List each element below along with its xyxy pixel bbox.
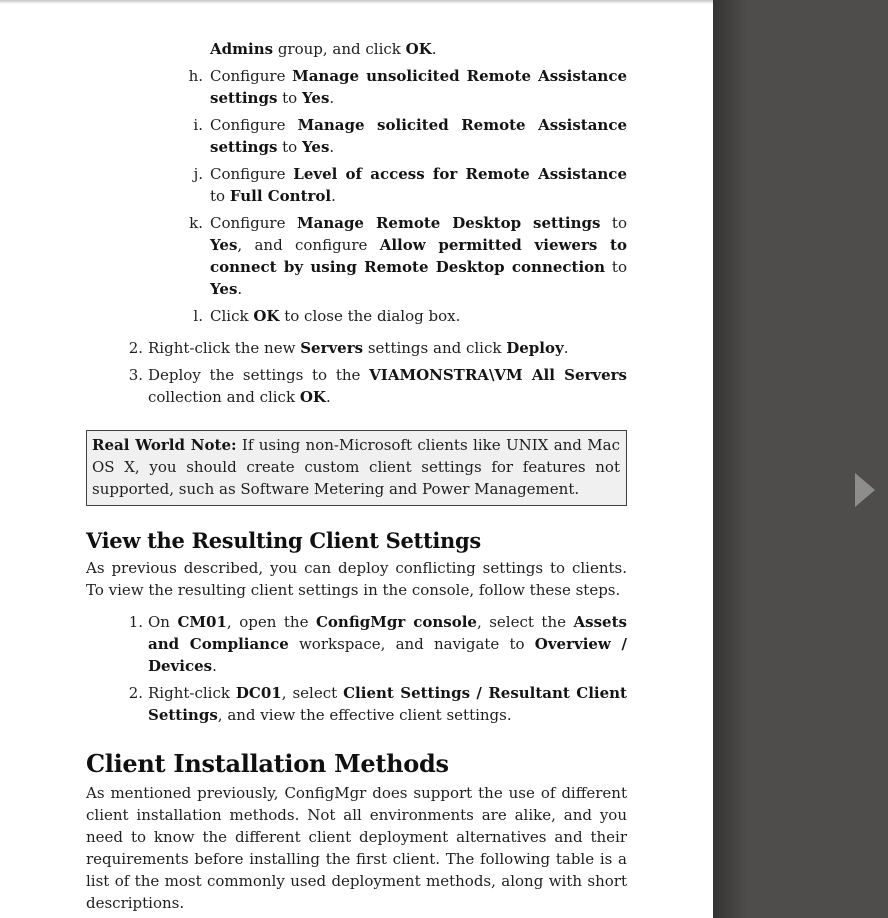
section-heading: View the Resulting Client Settings bbox=[86, 528, 481, 553]
paragraph: As previous described, you can deploy conflicting settings to clients. To view the resulting client settings in the console, follow these steps. bbox=[86, 559, 627, 599]
list-item bbox=[86, 212, 627, 300]
list-item bbox=[86, 682, 627, 726]
list-marker: j. bbox=[193, 165, 203, 183]
list-marker: 3. bbox=[128, 366, 143, 384]
list-item-text: Configure Manage unsolicited Remote Assistance settings to Yes. bbox=[210, 67, 627, 107]
list-item bbox=[86, 114, 627, 158]
section-heading: Client Installation Methods bbox=[86, 749, 449, 778]
note-box: Real World Note: If using non-Microsoft clients like UNIX and Mac OS X, you should create custom client settings for features not supported, such as Software Metering and Power Management. bbox=[86, 430, 627, 506]
list-item bbox=[86, 65, 627, 109]
list-marker: h. bbox=[188, 67, 203, 85]
list-marker: k. bbox=[189, 214, 203, 232]
paragraph: As mentioned previously, ConfigMgr does support the use of different client installation methods. Not all environments are alike, and you need to know the different client deployment alternatives and their requirements before installing the first client. The following table is a list of the most commonly used deployment methods, along with short descriptions. bbox=[86, 784, 627, 912]
list-item bbox=[86, 611, 627, 677]
list-item-text: Right-click the new Servers settings and click Deploy. bbox=[148, 339, 569, 357]
list-item bbox=[86, 163, 627, 207]
list-item-text: Configure Manage Remote Desktop settings to Yes, and configure Allow permitted viewers to connect by using Remote Desktop connection to Yes. bbox=[210, 214, 627, 298]
list-item bbox=[86, 364, 627, 408]
list-marker: 1. bbox=[128, 613, 143, 631]
next-page-button[interactable] bbox=[839, 460, 888, 520]
list-item-text: Deploy the settings to the VIAMONSTRA\VM All Servers collection and click OK. bbox=[148, 366, 628, 406]
list-marker: i. bbox=[193, 116, 203, 134]
list-item-text: Right-click DC01, select Client Settings / Resultant Client Settings, and view the effective client settings. bbox=[148, 684, 627, 724]
lettered-list bbox=[86, 65, 627, 327]
list-item-text: Configure Level of access for Remote Assistance to Full Control. bbox=[210, 165, 627, 205]
list-item bbox=[86, 305, 627, 327]
numbered-list bbox=[86, 337, 627, 408]
list-marker: 2. bbox=[128, 684, 143, 702]
side-panel bbox=[713, 0, 888, 918]
list-item-text: Click OK to close the dialog box. bbox=[210, 307, 461, 325]
list-marker: 2. bbox=[128, 339, 143, 357]
next-page-arrow-icon bbox=[855, 473, 875, 507]
list-item-text: Configure Manage solicited Remote Assistance settings to Yes. bbox=[210, 116, 627, 156]
list-item-text: On CM01, open the ConfigMgr console, select the Assets and Compliance workspace, and navigate to Overview / Devices. bbox=[148, 613, 627, 675]
list-item bbox=[86, 337, 627, 359]
numbered-list bbox=[86, 611, 627, 726]
list-marker: l. bbox=[193, 307, 203, 325]
list-item-continuation: Admins group, and click OK. bbox=[210, 40, 437, 58]
page-content bbox=[86, 38, 627, 914]
